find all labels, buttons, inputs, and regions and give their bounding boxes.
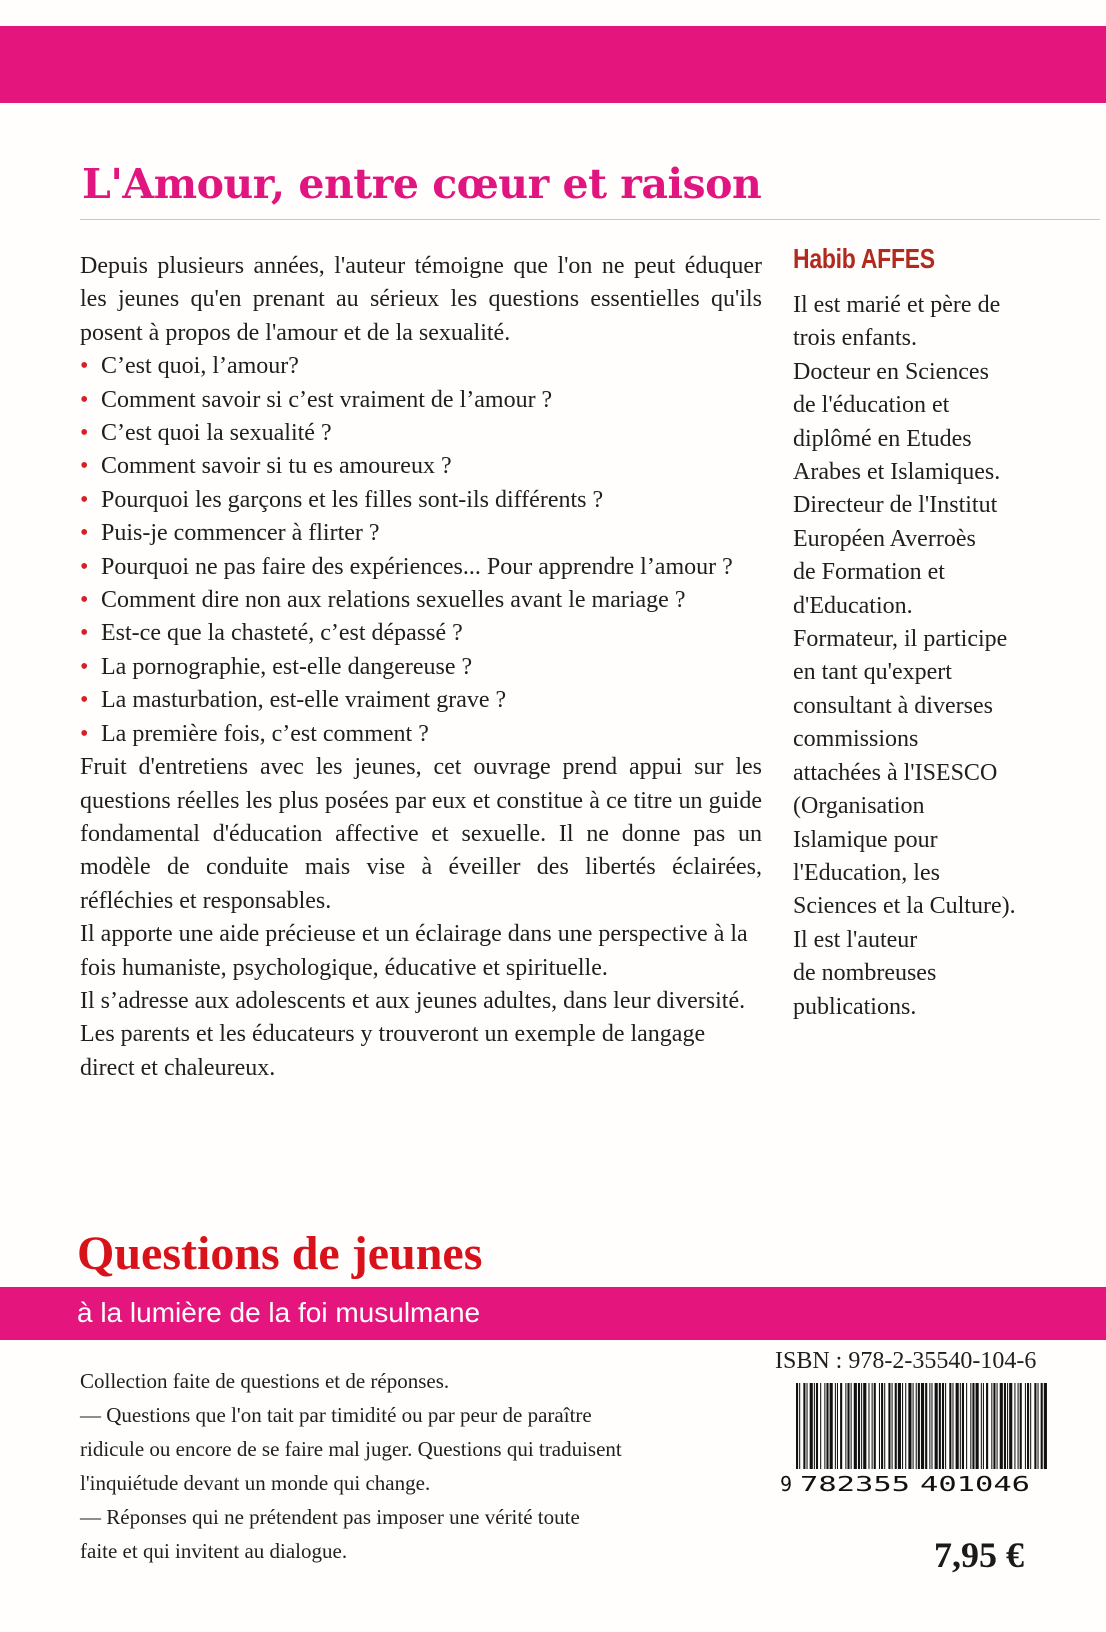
barcode-bar [962,1383,964,1469]
collection-description-line: Collection faite de questions et de réponses. [80,1369,450,1393]
barcode-bar [935,1383,938,1469]
barcode-bar [1041,1383,1043,1469]
question-text: La première fois, c’est comment ? [101,720,429,747]
collection-title: Questions de jeunes [77,1227,483,1280]
author-bio-line: diplômé en Etudes [793,425,972,452]
author-bio [793,289,1073,1024]
questions-list [80,350,762,751]
collection-subtitle: à la lumière de la foi musulmane [77,1297,481,1328]
barcode-bar [796,1383,798,1469]
question-item [80,517,762,550]
body-paragraph: Fruit d'entretiens avec les jeunes, cet ouvrage prend appui sur les questions réelles les plus posées par eux et constitue à ce titre un guide fondamental d'éducation affective et sexuelle. Il ne donne pas un modèle de conduite mais vise à éveiller des libertés éclairées, réfléchies et responsables. [80,754,762,914]
barcode-bar [991,1383,992,1469]
barcode-bar [1044,1383,1047,1469]
barcode-bar [921,1383,924,1469]
barcode-bar [981,1383,982,1469]
barcode-bar [1025,1383,1026,1469]
intro-paragraph: Depuis plusieurs années, l'auteur témoigne que l'on ne peut éduquer les jeunes qu'en prenant au sérieux les questions essentielles qu'ils posent à propos de l'amour et de la sexualité. [80,253,762,346]
barcode-bar [1027,1383,1029,1469]
barcode-digits-left: 782355 [800,1472,910,1496]
barcode-bar [952,1383,953,1469]
barcode-bar [997,1383,998,1469]
barcode-bar [837,1383,838,1469]
barcode-bar [970,1383,971,1469]
barcode-bar [830,1383,833,1469]
barcode-bar [1000,1383,1003,1469]
question-text: La masturbation, est-elle vraiment grave ? [101,687,507,714]
author-bio-line: commissions [793,726,919,753]
barcode-bar [847,1383,849,1469]
barcode-bar [816,1383,818,1469]
barcode-bar [976,1383,979,1469]
barcode-bar [895,1383,897,1469]
barcode-bar [872,1383,873,1469]
barcode-bar [898,1383,901,1469]
top-pink-band [0,26,1106,103]
author-bio-line: publications. [793,993,917,1020]
barcode-bar [861,1383,862,1469]
author-bio-line: de l'éducation et [793,392,950,419]
author-bio-line: en tant qu'expert [793,659,952,686]
bullet-icon: • [80,553,89,580]
question-item [80,350,762,383]
barcode-bar [851,1383,852,1469]
bullet-icon: • [80,420,89,447]
author-bio-line: de Formation et [793,559,945,586]
barcode-bar [835,1383,836,1469]
question-text: Comment dire non aux relations sexuelles avant le mariage ? [101,587,686,614]
question-text: Comment savoir si c’est vraiment de l’amour ? [101,386,553,413]
body-paragraph: Il apporte une aide précieuse et un éclairage dans une perspective à la fois humaniste, psychologique, éducative et spirituelle. [80,921,748,981]
barcode-bar [918,1383,920,1469]
barcode-bar [908,1383,911,1469]
barcode-bar [888,1383,890,1469]
author-bio-line: Arabes et Islamiques. [793,459,1001,486]
isbn-label: ISBN : 978-2-35540-104-6 [775,1348,1037,1374]
barcode-bar [931,1383,932,1469]
barcode-bar [1009,1383,1012,1469]
question-item [80,651,762,684]
collection-description-line: — Questions que l'on tait par timidité ou par peur de paraître [80,1403,592,1427]
bullet-icon: • [80,587,89,614]
barcode-bar [956,1383,959,1469]
barcode-bar [868,1383,869,1469]
barcode-bar [1007,1383,1008,1469]
author-bio-line: Formateur, il participe [793,626,1008,653]
barcode-bar [913,1383,914,1469]
synopsis [80,250,762,1085]
barcode-bar [845,1383,846,1469]
barcode-bar [939,1383,941,1469]
author-bio-line: l'Education, les [793,859,940,886]
barcode-bar [879,1383,880,1469]
question-item [80,617,762,650]
collection-description [80,1364,740,1568]
book-title: L'Amour, entre cœur et raison [82,160,762,208]
question-text: Est-ce que la chasteté, c’est dépassé ? [101,620,463,647]
bullet-icon: • [80,720,89,747]
author-bio-line: de nombreuses [793,960,937,987]
barcode-bar [799,1383,800,1469]
question-text: Pourquoi ne pas faire des expériences... Pour apprendre l’amour ? [101,553,733,580]
barcode-bar [1034,1383,1036,1469]
question-item [80,584,762,617]
question-item [80,718,762,751]
question-item [80,551,762,584]
question-item [80,417,762,450]
bullet-icon: • [80,687,89,714]
collection-description-line: ridicule ou encore de se faire mal juger. Questions qui traduisent [80,1437,622,1461]
barcode-bar [993,1383,995,1469]
question-item [80,450,762,483]
question-text: C’est quoi, l’amour? [101,353,299,380]
barcode-bar [1018,1383,1019,1469]
barcode-bar [854,1383,857,1469]
barcode-bars [796,1383,1047,1469]
barcode-bar [881,1383,883,1469]
author-bio-line: Islamique pour [793,826,938,853]
author-bio-line: Sciences et la Culture). [793,893,1016,920]
barcode-bar [983,1383,984,1469]
author-bio-line: Directeur de l'Institut [793,492,998,519]
barcode-bar [874,1383,876,1469]
barcode-bar [972,1383,974,1469]
barcode-bar [884,1383,885,1469]
barcode-bar [892,1383,893,1469]
barcode-bar [902,1383,903,1469]
barcode-bar [942,1383,944,1469]
author-bio-line: consultant à diverses [793,692,993,719]
collection-description-line: faite et qui invitent au dialogue. [80,1539,348,1563]
question-item [80,384,762,417]
barcode-bar [863,1383,866,1469]
barcode-bar [826,1383,828,1469]
question-text: Pourquoi les garçons et les filles sont-ils différents ? [101,486,604,513]
barcode-bar [925,1383,927,1469]
bullet-icon: • [80,620,89,647]
price: 7,95 € [934,1535,1024,1575]
title-divider [80,219,1100,220]
barcode-bar [814,1383,815,1469]
barcode-bar [986,1383,988,1469]
collection-description-line: l'inquiétude devant un monde qui change. [80,1471,431,1495]
bullet-icon: • [80,486,89,513]
barcode-bar [949,1383,951,1469]
barcode-bar [1030,1383,1031,1469]
author-bio-line: (Organisation [793,793,925,820]
barcode-bar [840,1383,842,1469]
barcode [780,1383,1046,1496]
barcode-bar [810,1383,813,1469]
bullet-icon: • [80,453,89,480]
question-text: C’est quoi la sexualité ? [101,420,332,447]
barcode-bar [945,1383,946,1469]
author-name: Habib AFFES [793,243,935,274]
author-bio-line: trois enfants. [793,325,917,352]
barcode-bar [807,1383,808,1469]
barcode-bar [905,1383,906,1469]
collection-description-line: — Réponses qui ne prétendent pas imposer une vérité toute [80,1505,580,1529]
bullet-icon: • [80,653,89,680]
barcode-bar [960,1383,961,1469]
question-text: Puis-je commencer à flirter ? [101,520,380,547]
barcode-bar [966,1383,967,1469]
barcode-bar [824,1383,825,1469]
question-text: Comment savoir si tu es amoureux ? [101,453,452,480]
barcode-bar [820,1383,821,1469]
author-bio-line: d'Education. [793,592,913,619]
barcode-digits-right: 401046 [920,1472,1030,1496]
barcode-digit-prefix: 9 [780,1472,793,1496]
barcode-bar [1038,1383,1039,1469]
author-bio-line: Il est marié et père de [793,292,1001,318]
body-paragraph: Il s’adresse aux adolescents et aux jeunes adultes, dans leur diversité. Les parents et les éducateurs y trouveront un exemple de langage direct et chaleureux. [80,987,746,1081]
barcode-bar [1020,1383,1022,1469]
question-item [80,484,762,517]
barcode-bar [858,1383,860,1469]
author-bio-line: Docteur en Sciences [793,358,989,385]
barcode-bar [916,1383,917,1469]
bullet-icon: • [80,353,89,380]
author-bio-line: attachées à l'ISESCO [793,759,998,786]
author-bio-line: Il est l'auteur [793,926,918,953]
bullet-icon: • [80,386,89,413]
barcode-bar [929,1383,930,1469]
question-item [80,684,762,717]
question-text: La pornographie, est-elle dangereuse ? [101,653,473,680]
author-bio-line: Européen Averroès [793,525,976,552]
bullet-icon: • [80,520,89,547]
barcode-bar [803,1383,805,1469]
barcode-bar [1004,1383,1006,1469]
barcode-bar [1014,1383,1015,1469]
